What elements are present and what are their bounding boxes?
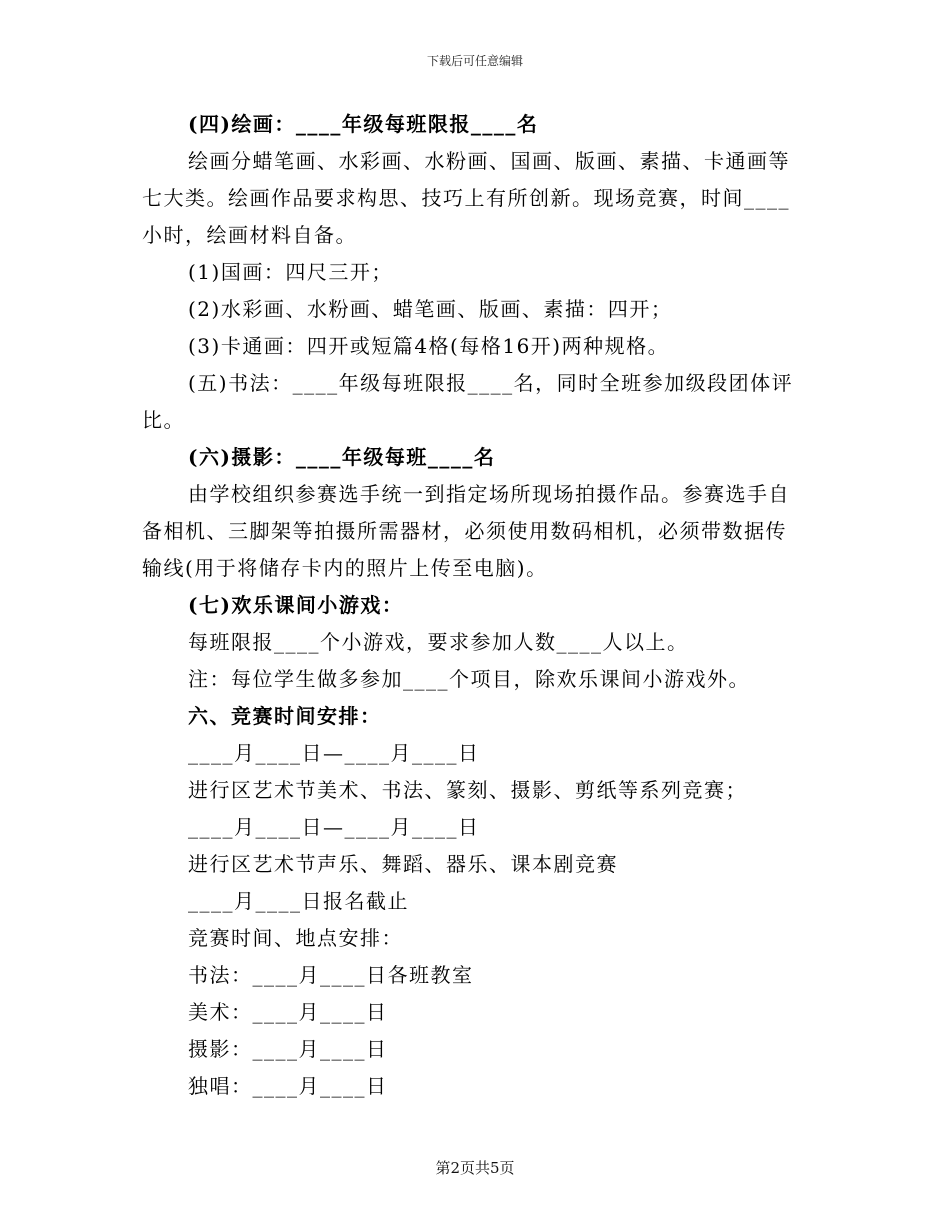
doc-line: 七大类。绘画作品要求构思、技巧上有所创新。现场竞赛，时间____: [142, 186, 790, 210]
doc-line: (七)欢乐课间小游戏：: [188, 593, 404, 617]
doc-line: 竞赛时间、地点安排：: [188, 926, 403, 950]
doc-line: 绘画分蜡笔画、水彩画、水粉画、国画、版画、素描、卡通画等: [188, 149, 790, 173]
doc-line: 比。: [142, 408, 185, 432]
doc-line: 六、竞赛时间安排：: [188, 704, 382, 728]
doc-line: (2)水彩画、水粉画、蜡笔画、版画、素描：四开；: [188, 297, 673, 321]
doc-line: (1)国画：四尺三开；: [188, 260, 393, 284]
document-body: [142, 106, 802, 1105]
doc-line: (六)摄影：____年级每班____名: [188, 445, 496, 469]
page-footer: 第2页共5页: [435, 1159, 515, 1177]
doc-line: ____月____日—____月____日: [188, 741, 480, 765]
doc-line: (四)绘画：____年级每班限报____名: [188, 112, 539, 136]
page-header: 下载后可任意编辑: [426, 54, 523, 68]
doc-line: 摄影：____月____日: [188, 1037, 388, 1061]
doc-line: 注：每位学生做多参加____个项目，除欢乐课间小游戏外。: [188, 667, 750, 691]
doc-line: 进行区艺术节声乐、舞蹈、器乐、课本剧竞赛: [188, 852, 618, 876]
doc-line: 备相机、三脚架等拍摄所需器材，必须使用数码相机，必须带数据传: [142, 519, 787, 543]
doc-line: (五)书法：____年级每班限报____名，同时全班参加级段团体评: [188, 371, 794, 395]
doc-line: 输线(用于将储存卡内的照片上传至电脑)。: [142, 556, 548, 580]
doc-line: ____月____日报名截止: [188, 889, 409, 913]
doc-line: (3)卡通画：四开或短篇4格(每格16开)两种规格。: [188, 334, 670, 358]
doc-line: 独唱：____月____日: [188, 1074, 388, 1098]
doc-line: 书法：____月____日各班教室: [188, 963, 474, 987]
doc-line: 美术：____月____日: [188, 1000, 388, 1024]
doc-line: 每班限报____个小游戏，要求参加人数____人以上。: [188, 630, 689, 654]
doc-line: 进行区艺术节美术、书法、篆刻、摄影、剪纸等系列竞赛；: [188, 778, 747, 802]
doc-line: 小时，绘画材料自备。: [142, 223, 357, 247]
doc-line: 由学校组织参赛选手统一到指定场所现场拍摄作品。参赛选手自: [188, 482, 790, 506]
doc-line: ____月____日—____月____日: [188, 815, 480, 839]
